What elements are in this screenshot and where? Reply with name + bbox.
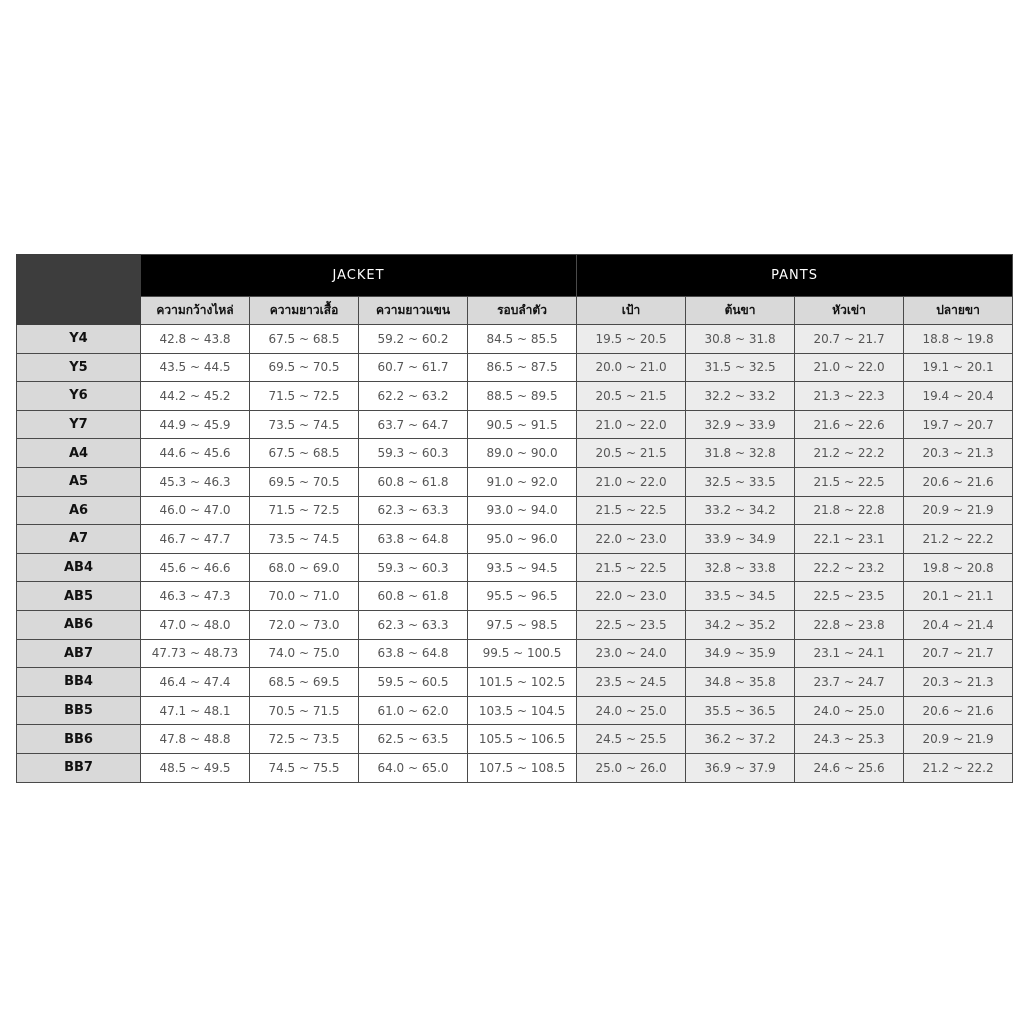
pants-measurement-cell: 20.4 ~ 21.4: [904, 610, 1013, 639]
table-body: [17, 325, 1013, 783]
jacket-measurement-cell: 95.5 ~ 96.5: [468, 582, 577, 611]
jacket-measurement-cell: 105.5 ~ 106.5: [468, 725, 577, 754]
col-header-jacket-length: ความยาวเสื้อ: [250, 297, 359, 325]
group-header-row: [17, 255, 1013, 297]
jacket-measurement-cell: 59.3 ~ 60.3: [359, 439, 468, 468]
pants-measurement-cell: 25.0 ~ 26.0: [577, 753, 686, 782]
col-header-chest: รอบลำตัว: [468, 297, 577, 325]
pants-measurement-cell: 21.0 ~ 22.0: [577, 410, 686, 439]
jacket-measurement-cell: 59.2 ~ 60.2: [359, 325, 468, 354]
jacket-measurement-cell: 47.1 ~ 48.1: [141, 696, 250, 725]
jacket-measurement-cell: 93.5 ~ 94.5: [468, 553, 577, 582]
jacket-measurement-cell: 46.3 ~ 47.3: [141, 582, 250, 611]
jacket-measurement-cell: 46.7 ~ 47.7: [141, 525, 250, 554]
jacket-measurement-cell: 64.0 ~ 65.0: [359, 753, 468, 782]
pants-measurement-cell: 19.4 ~ 20.4: [904, 382, 1013, 411]
jacket-measurement-cell: 45.6 ~ 46.6: [141, 553, 250, 582]
table-row: [17, 725, 1013, 754]
jacket-measurement-cell: 62.2 ~ 63.2: [359, 382, 468, 411]
pants-measurement-cell: 20.9 ~ 21.9: [904, 725, 1013, 754]
pants-measurement-cell: 21.6 ~ 22.6: [795, 410, 904, 439]
jacket-measurement-cell: 73.5 ~ 74.5: [250, 525, 359, 554]
table-row: [17, 582, 1013, 611]
col-header-crotch: เป้า: [577, 297, 686, 325]
jacket-measurement-cell: 95.0 ~ 96.0: [468, 525, 577, 554]
jacket-group-header: JACKET: [141, 255, 577, 297]
jacket-measurement-cell: 47.0 ~ 48.0: [141, 610, 250, 639]
jacket-measurement-cell: 47.73 ~ 48.73: [141, 639, 250, 668]
pants-measurement-cell: 23.1 ~ 24.1: [795, 639, 904, 668]
jacket-measurement-cell: 70.0 ~ 71.0: [250, 582, 359, 611]
jacket-measurement-cell: 70.5 ~ 71.5: [250, 696, 359, 725]
pants-measurement-cell: 20.7 ~ 21.7: [795, 325, 904, 354]
jacket-measurement-cell: 69.5 ~ 70.5: [250, 353, 359, 382]
size-label: BB6: [17, 725, 141, 754]
pants-measurement-cell: 24.5 ~ 25.5: [577, 725, 686, 754]
pants-measurement-cell: 21.2 ~ 22.2: [904, 753, 1013, 782]
pants-measurement-cell: 21.5 ~ 22.5: [577, 553, 686, 582]
pants-measurement-cell: 20.6 ~ 21.6: [904, 696, 1013, 725]
pants-measurement-cell: 22.5 ~ 23.5: [795, 582, 904, 611]
jacket-measurement-cell: 47.8 ~ 48.8: [141, 725, 250, 754]
pants-measurement-cell: 21.5 ~ 22.5: [795, 467, 904, 496]
jacket-measurement-cell: 48.5 ~ 49.5: [141, 753, 250, 782]
table-row: [17, 467, 1013, 496]
pants-measurement-cell: 19.5 ~ 20.5: [577, 325, 686, 354]
pants-measurement-cell: 24.0 ~ 25.0: [795, 696, 904, 725]
jacket-measurement-cell: 67.5 ~ 68.5: [250, 325, 359, 354]
size-label: BB4: [17, 668, 141, 697]
pants-measurement-cell: 20.3 ~ 21.3: [904, 439, 1013, 468]
jacket-measurement-cell: 62.3 ~ 63.3: [359, 496, 468, 525]
pants-measurement-cell: 34.9 ~ 35.9: [686, 639, 795, 668]
table-row: [17, 553, 1013, 582]
jacket-measurement-cell: 60.8 ~ 61.8: [359, 582, 468, 611]
jacket-measurement-cell: 63.7 ~ 64.7: [359, 410, 468, 439]
table-row: [17, 753, 1013, 782]
jacket-measurement-cell: 97.5 ~ 98.5: [468, 610, 577, 639]
size-label: A5: [17, 467, 141, 496]
pants-measurement-cell: 19.1 ~ 20.1: [904, 353, 1013, 382]
corner-cell: [17, 255, 141, 325]
jacket-measurement-cell: 69.5 ~ 70.5: [250, 467, 359, 496]
pants-measurement-cell: 33.9 ~ 34.9: [686, 525, 795, 554]
pants-measurement-cell: 30.8 ~ 31.8: [686, 325, 795, 354]
jacket-measurement-cell: 42.8 ~ 43.8: [141, 325, 250, 354]
size-label: AB7: [17, 639, 141, 668]
jacket-measurement-cell: 101.5 ~ 102.5: [468, 668, 577, 697]
pants-measurement-cell: 21.0 ~ 22.0: [795, 353, 904, 382]
size-label: Y5: [17, 353, 141, 382]
pants-measurement-cell: 21.5 ~ 22.5: [577, 496, 686, 525]
pants-group-header: PANTS: [577, 255, 1013, 297]
jacket-measurement-cell: 71.5 ~ 72.5: [250, 496, 359, 525]
jacket-measurement-cell: 46.0 ~ 47.0: [141, 496, 250, 525]
col-header-sleeve-length: ความยาวแขน: [359, 297, 468, 325]
jacket-measurement-cell: 63.8 ~ 64.8: [359, 639, 468, 668]
pants-measurement-cell: 21.3 ~ 22.3: [795, 382, 904, 411]
pants-measurement-cell: 33.5 ~ 34.5: [686, 582, 795, 611]
pants-measurement-cell: 20.1 ~ 21.1: [904, 582, 1013, 611]
col-header-shoulder-width: ความกว้างไหล่: [141, 297, 250, 325]
pants-measurement-cell: 19.8 ~ 20.8: [904, 553, 1013, 582]
size-label: Y6: [17, 382, 141, 411]
jacket-measurement-cell: 62.3 ~ 63.3: [359, 610, 468, 639]
jacket-measurement-cell: 89.0 ~ 90.0: [468, 439, 577, 468]
table-row: [17, 696, 1013, 725]
pants-measurement-cell: 32.9 ~ 33.9: [686, 410, 795, 439]
col-header-thigh: ต้นขา: [686, 297, 795, 325]
table-row: [17, 353, 1013, 382]
size-label: Y7: [17, 410, 141, 439]
pants-measurement-cell: 32.5 ~ 33.5: [686, 467, 795, 496]
jacket-measurement-cell: 74.5 ~ 75.5: [250, 753, 359, 782]
pants-measurement-cell: 20.0 ~ 21.0: [577, 353, 686, 382]
jacket-measurement-cell: 68.0 ~ 69.0: [250, 553, 359, 582]
pants-measurement-cell: 32.2 ~ 33.2: [686, 382, 795, 411]
table-row: [17, 439, 1013, 468]
pants-measurement-cell: 23.0 ~ 24.0: [577, 639, 686, 668]
pants-measurement-cell: 21.8 ~ 22.8: [795, 496, 904, 525]
pants-measurement-cell: 21.0 ~ 22.0: [577, 467, 686, 496]
table-row: [17, 525, 1013, 554]
pants-measurement-cell: 36.2 ~ 37.2: [686, 725, 795, 754]
jacket-measurement-cell: 72.0 ~ 73.0: [250, 610, 359, 639]
pants-measurement-cell: 34.8 ~ 35.8: [686, 668, 795, 697]
size-label: BB5: [17, 696, 141, 725]
size-label: A7: [17, 525, 141, 554]
table-row: [17, 668, 1013, 697]
jacket-measurement-cell: 43.5 ~ 44.5: [141, 353, 250, 382]
pants-measurement-cell: 20.6 ~ 21.6: [904, 467, 1013, 496]
pants-measurement-cell: 22.5 ~ 23.5: [577, 610, 686, 639]
jacket-measurement-cell: 73.5 ~ 74.5: [250, 410, 359, 439]
pants-measurement-cell: 20.9 ~ 21.9: [904, 496, 1013, 525]
pants-measurement-cell: 22.8 ~ 23.8: [795, 610, 904, 639]
jacket-measurement-cell: 60.8 ~ 61.8: [359, 467, 468, 496]
jacket-measurement-cell: 84.5 ~ 85.5: [468, 325, 577, 354]
pants-measurement-cell: 31.8 ~ 32.8: [686, 439, 795, 468]
jacket-measurement-cell: 67.5 ~ 68.5: [250, 439, 359, 468]
pants-measurement-cell: 20.7 ~ 21.7: [904, 639, 1013, 668]
pants-measurement-cell: 36.9 ~ 37.9: [686, 753, 795, 782]
pants-measurement-cell: 24.3 ~ 25.3: [795, 725, 904, 754]
size-label: BB7: [17, 753, 141, 782]
jacket-measurement-cell: 103.5 ~ 104.5: [468, 696, 577, 725]
pants-measurement-cell: 22.0 ~ 23.0: [577, 582, 686, 611]
jacket-measurement-cell: 46.4 ~ 47.4: [141, 668, 250, 697]
size-label: AB4: [17, 553, 141, 582]
pants-measurement-cell: 24.0 ~ 25.0: [577, 696, 686, 725]
jacket-measurement-cell: 90.5 ~ 91.5: [468, 410, 577, 439]
col-header-knee: หัวเข่า: [795, 297, 904, 325]
table-row: [17, 496, 1013, 525]
pants-measurement-cell: 22.2 ~ 23.2: [795, 553, 904, 582]
pants-measurement-cell: 20.5 ~ 21.5: [577, 382, 686, 411]
jacket-measurement-cell: 91.0 ~ 92.0: [468, 467, 577, 496]
jacket-measurement-cell: 62.5 ~ 63.5: [359, 725, 468, 754]
table-row: [17, 410, 1013, 439]
jacket-measurement-cell: 44.6 ~ 45.6: [141, 439, 250, 468]
size-label: A6: [17, 496, 141, 525]
pants-measurement-cell: 21.2 ~ 22.2: [795, 439, 904, 468]
jacket-measurement-cell: 74.0 ~ 75.0: [250, 639, 359, 668]
pants-measurement-cell: 21.2 ~ 22.2: [904, 525, 1013, 554]
pants-measurement-cell: 35.5 ~ 36.5: [686, 696, 795, 725]
pants-measurement-cell: 18.8 ~ 19.8: [904, 325, 1013, 354]
pants-measurement-cell: 34.2 ~ 35.2: [686, 610, 795, 639]
jacket-measurement-cell: 107.5 ~ 108.5: [468, 753, 577, 782]
col-header-hem: ปลายขา: [904, 297, 1013, 325]
pants-measurement-cell: 24.6 ~ 25.6: [795, 753, 904, 782]
pants-measurement-cell: 20.5 ~ 21.5: [577, 439, 686, 468]
size-label: A4: [17, 439, 141, 468]
jacket-measurement-cell: 88.5 ~ 89.5: [468, 382, 577, 411]
pants-measurement-cell: 20.3 ~ 21.3: [904, 668, 1013, 697]
jacket-measurement-cell: 71.5 ~ 72.5: [250, 382, 359, 411]
pants-measurement-cell: 23.7 ~ 24.7: [795, 668, 904, 697]
size-label: AB5: [17, 582, 141, 611]
table-row: [17, 382, 1013, 411]
pants-measurement-cell: 22.0 ~ 23.0: [577, 525, 686, 554]
jacket-measurement-cell: 60.7 ~ 61.7: [359, 353, 468, 382]
jacket-measurement-cell: 45.3 ~ 46.3: [141, 467, 250, 496]
pants-measurement-cell: 33.2 ~ 34.2: [686, 496, 795, 525]
jacket-measurement-cell: 44.2 ~ 45.2: [141, 382, 250, 411]
pants-measurement-cell: 22.1 ~ 23.1: [795, 525, 904, 554]
size-label: AB6: [17, 610, 141, 639]
jacket-measurement-cell: 63.8 ~ 64.8: [359, 525, 468, 554]
jacket-measurement-cell: 93.0 ~ 94.0: [468, 496, 577, 525]
table-row: [17, 610, 1013, 639]
pants-measurement-cell: 31.5 ~ 32.5: [686, 353, 795, 382]
jacket-measurement-cell: 61.0 ~ 62.0: [359, 696, 468, 725]
table-row: [17, 639, 1013, 668]
jacket-measurement-cell: 86.5 ~ 87.5: [468, 353, 577, 382]
jacket-measurement-cell: 72.5 ~ 73.5: [250, 725, 359, 754]
jacket-measurement-cell: 68.5 ~ 69.5: [250, 668, 359, 697]
size-chart-table: [16, 254, 1013, 783]
size-label: Y4: [17, 325, 141, 354]
jacket-measurement-cell: 44.9 ~ 45.9: [141, 410, 250, 439]
pants-measurement-cell: 32.8 ~ 33.8: [686, 553, 795, 582]
pants-measurement-cell: 23.5 ~ 24.5: [577, 668, 686, 697]
jacket-measurement-cell: 99.5 ~ 100.5: [468, 639, 577, 668]
pants-measurement-cell: 19.7 ~ 20.7: [904, 410, 1013, 439]
table-row: [17, 325, 1013, 354]
jacket-measurement-cell: 59.5 ~ 60.5: [359, 668, 468, 697]
column-header-row: [17, 297, 1013, 325]
jacket-measurement-cell: 59.3 ~ 60.3: [359, 553, 468, 582]
